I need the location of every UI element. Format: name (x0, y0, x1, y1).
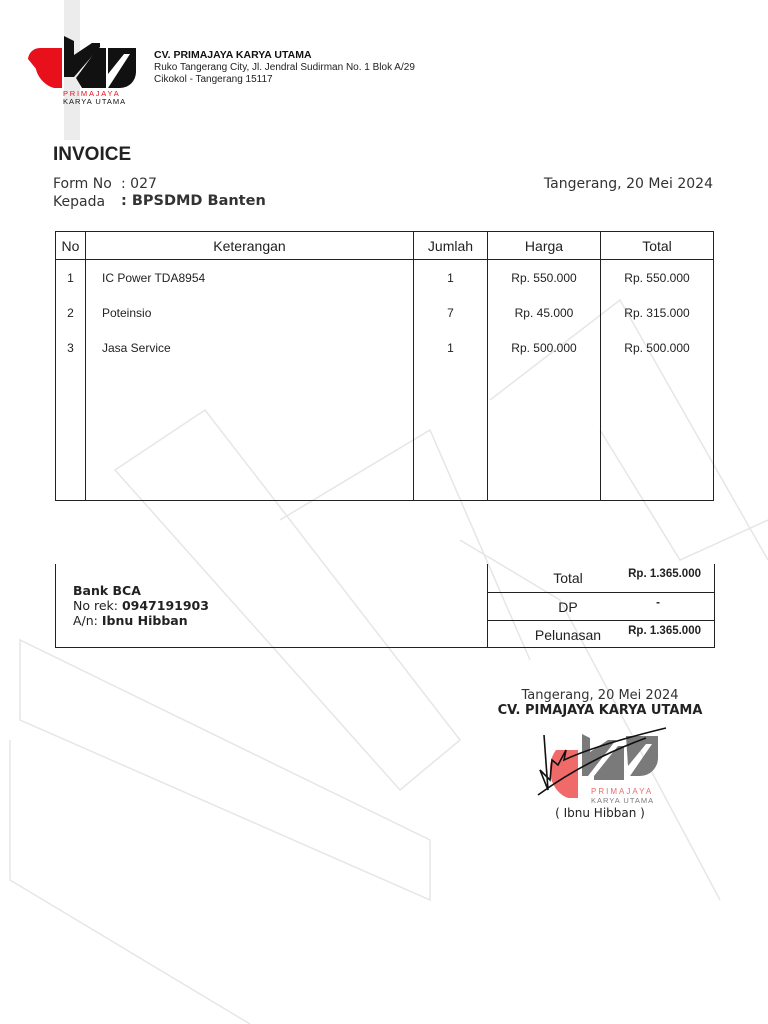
company-stamp-signature (536, 720, 676, 810)
logo-text-2: KARYA UTAMA (63, 97, 127, 106)
dp-label: DP (558, 599, 578, 615)
items-table (55, 231, 714, 501)
total-value: Rp. 1.365.000 (628, 568, 701, 580)
header-desc: Keterangan (86, 232, 414, 260)
company-name: CV. PRIMAJAYA KARYA UTAMA (154, 49, 312, 61)
table-empty-space (56, 365, 714, 501)
table-header (56, 232, 714, 260)
account-label: No rek: (73, 598, 118, 613)
bank-info (73, 583, 209, 628)
row-qty: 1 (414, 260, 488, 296)
row-no: 2 (56, 295, 86, 330)
account-holder: Ibnu Hibban (101, 613, 188, 628)
row-total: Rp. 500.000 (601, 330, 714, 365)
header-total: Total (601, 232, 714, 260)
row-total: Rp. 315.000 (601, 295, 714, 330)
header-no: No (56, 232, 86, 260)
company-address (154, 62, 415, 86)
row-price: Rp. 500.000 (488, 330, 601, 365)
row-no: 1 (56, 260, 86, 296)
invoice-footer (55, 564, 715, 648)
row-desc: Poteinsio (86, 295, 414, 330)
form-no-label: Form No (53, 176, 112, 192)
form-no: : 027 (121, 176, 157, 192)
row-no: 3 (56, 330, 86, 365)
row-qty: 1 (414, 330, 488, 365)
account-number: 0947191903 (121, 598, 209, 613)
header-price: Harga (488, 232, 601, 260)
dp-value: - (656, 597, 660, 609)
row-price: Rp. 45.000 (488, 295, 601, 330)
logo-text-1: PRIMAJAYA (63, 89, 121, 98)
svg-text:PRIMAJAYA: PRIMAJAYA (591, 787, 654, 796)
holder-label: A/n: (73, 613, 98, 628)
svg-text:KARYA UTAMA: KARYA UTAMA (591, 796, 655, 805)
row-total: Rp. 550.000 (601, 260, 714, 296)
pelunasan-label: Pelunasan (534, 627, 602, 643)
summary (487, 564, 715, 647)
signature-company: CV. PIMAJAYA KARYA UTAMA (497, 703, 703, 718)
company-logo (26, 34, 141, 106)
signer-name: ( Ibnu Hibban ) (555, 806, 645, 820)
bank-name: Bank BCA (73, 583, 141, 598)
header-qty: Jumlah (414, 232, 488, 260)
invoice-title: INVOICE (53, 144, 132, 165)
pelunasan-value: Rp. 1.365.000 (628, 625, 701, 637)
recipient-label: Kepada (53, 194, 106, 210)
table-row (56, 295, 714, 330)
row-qty: 7 (414, 295, 488, 330)
row-desc: IC Power TDA8954 (86, 260, 414, 296)
total-label: Total (553, 570, 583, 586)
address-line-2: Cikokol - Tangerang 15117 (154, 74, 273, 85)
signature-date: Tangerang, 20 Mei 2024 (521, 688, 679, 703)
row-desc: Jasa Service (86, 330, 414, 365)
table-row (56, 330, 714, 365)
invoice-date: Tangerang, 20 Mei 2024 (543, 176, 713, 192)
recipient: : BPSDMD Banten (121, 193, 266, 209)
address-line-1: Ruko Tangerang City, Jl. Jendral Sudirman No. 1 Blok A/29 (154, 62, 415, 73)
table-row (56, 260, 714, 296)
row-price: Rp. 550.000 (488, 260, 601, 296)
